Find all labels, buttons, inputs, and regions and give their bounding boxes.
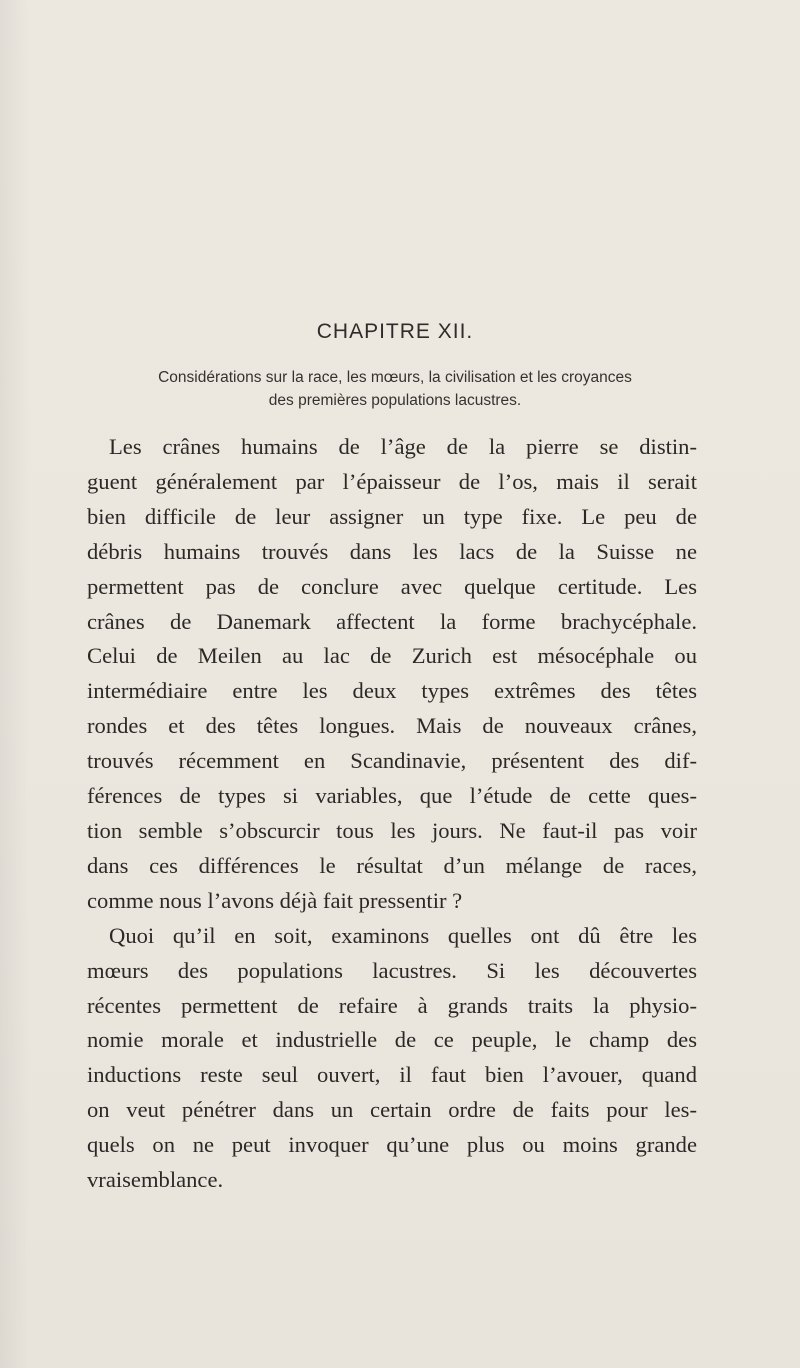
- text-line: trouvés récemment en Scandinavie, présentent des dif-: [87, 748, 697, 774]
- text-line: dans ces différences le résultat d’un mélange de races,: [87, 852, 697, 878]
- text-line: nomie morale et industrielle de ce peuple, le champ des: [87, 1027, 697, 1053]
- summary-line-1: Considérations sur la race, les mœurs, la civilisation et les croyances: [158, 369, 632, 386]
- text-line: vraisemblance.: [87, 1167, 224, 1193]
- text-line: Quoi qu’il en soit, examinons quelles ont dû être les: [109, 922, 697, 948]
- text-line: récentes permettent de refaire à grands traits la physio-: [87, 992, 697, 1018]
- text-line: permettent pas de conclure avec quelque certitude. Les: [87, 573, 697, 599]
- text-line: tion semble s’obscurcir tous les jours. Ne faut-il pas voir: [87, 817, 697, 843]
- text-line: Les crânes humains de l’âge de la pierre se distin-: [109, 434, 697, 459]
- chapter-title: CHAPITRE XII.: [316, 320, 474, 343]
- text-line: intermédiaire entre les deux types extrêmes des têtes: [87, 678, 697, 704]
- text-line: mœurs des populations lacustres. Si les découvertes: [87, 957, 697, 983]
- chapter-summary: [0, 366, 790, 412]
- text-line: inductions reste seul ouvert, il faut bien l’avouer, quand: [87, 1062, 697, 1088]
- text-line: on veut pénétrer dans un certain ordre de faits pour les-: [87, 1097, 697, 1123]
- text-line: quels on ne peut invoquer qu’une plus ou moins grande: [87, 1132, 697, 1158]
- text-line: crânes de Danemark affectent la forme brachycéphale.: [87, 608, 697, 634]
- text-line: débris humains trouvés dans les lacs de la Suisse ne: [87, 538, 697, 564]
- text-line: comme nous l’avons déjà fait pressentir ?: [87, 887, 463, 913]
- text-line: férences de types si variables, que l’étude de cette ques-: [87, 783, 697, 809]
- text-line: Celui de Meilen au lac de Zurich est mésocéphale ou: [87, 643, 697, 669]
- text-line: guent généralement par l’épaisseur de l’os, mais il serait: [87, 468, 697, 494]
- text-line: rondes et des têtes longues. Mais de nouveaux crânes,: [87, 713, 697, 739]
- body-text: [87, 430, 697, 1198]
- text-line: bien difficile de leur assigner un type fixe. Le peu de: [87, 503, 697, 529]
- summary-line-2: des premières populations lacustres.: [268, 392, 522, 409]
